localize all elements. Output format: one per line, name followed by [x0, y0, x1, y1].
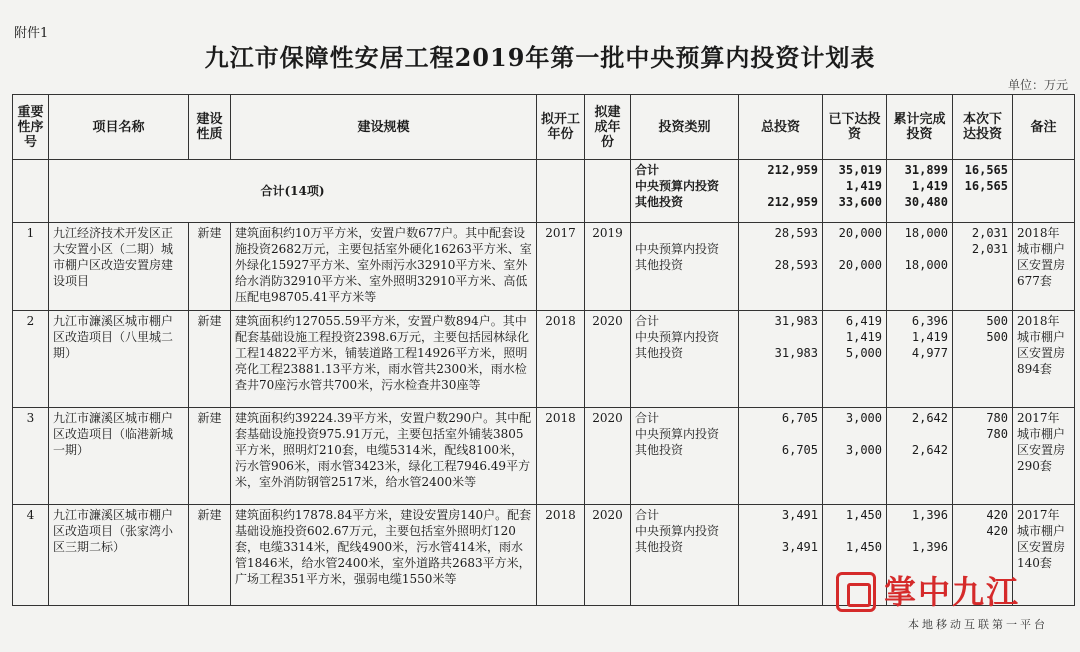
- completed-cell: [887, 222, 953, 311]
- category-label: 其他投资: [635, 443, 684, 458]
- project-nature: 新建: [189, 408, 231, 505]
- value: 30,480: [904, 195, 948, 209]
- value: 6,396: [911, 314, 948, 329]
- brand-logo-icon: [836, 572, 876, 612]
- unit-label: 单位：万元: [1007, 78, 1068, 92]
- brand-tagline: 本地移动互联第一平台: [908, 618, 1048, 631]
- header-cell: 已下达投资: [823, 95, 887, 160]
- value: [827, 523, 882, 539]
- value: [891, 426, 948, 442]
- project-scale: 建筑面积约10万平方米，安置户数677户。其中配套设施投资2682万元，主要包括室外硬化16263平方米、室外绿化15927平方米、室外雨污水32910平方米、室外给水消防32910平方米、室外照明32910平方米、高低压配电98705.41平方米等: [231, 222, 537, 311]
- value: 212,959: [767, 163, 818, 177]
- header-cell: 投资类别: [631, 95, 739, 160]
- value: 2,642: [911, 443, 948, 458]
- header-cell: 重要性序号: [13, 95, 49, 160]
- value: 500: [986, 330, 1008, 345]
- start-year: 2018: [537, 311, 585, 408]
- value: 500: [986, 314, 1008, 329]
- value: 420: [986, 524, 1008, 539]
- start-year: 2018: [537, 505, 585, 606]
- this-issue-cell: [953, 160, 1013, 223]
- project-scale: 建筑面积约127055.59平方米，安置户数894户。其中配套基础设施工程投资2398.6万元，主要包括园林绿化工程14822平方米，铺装道路工程14926平方米，照明亮化工程23881.13平方米，雨水管共2300米，雨水检查井70座污水管共700米，污水检查井30座等: [231, 311, 537, 408]
- table-row: [13, 222, 1075, 311]
- category-label: 合计: [635, 163, 660, 177]
- total-investment-cell: [739, 222, 823, 311]
- category-label: 中央预算内投资: [635, 241, 720, 256]
- remark: 2018年城市棚户区安置房677套: [1013, 222, 1075, 311]
- start-year: 2018: [537, 408, 585, 505]
- this-issue-cell: [953, 408, 1013, 505]
- table-header-row: [13, 95, 1075, 160]
- value: 3,000: [845, 411, 882, 426]
- project-name: 九江经济技术开发区正大安置小区（二期）城市棚户区改造安置房建设项目: [49, 222, 189, 311]
- value: 28,593: [774, 257, 818, 272]
- value: 20,000: [838, 257, 882, 272]
- value: [957, 194, 1008, 210]
- header-cell: 拟开工年份: [537, 95, 585, 160]
- value: [743, 329, 818, 345]
- header-cell: 本次下达投资: [953, 95, 1013, 160]
- row-no: 1: [13, 222, 49, 311]
- total-no-cell: [13, 160, 49, 223]
- value: [827, 426, 882, 442]
- project-scale: 建筑面积约39224.39平方米，安置户数290户。其中配套基础设施投资975.91万元，主要包括室外铺装3805平方米，照明灯210套，电缆5314米，配线8100米，污水管906米，雨水管3423米，绿化工程7946.49平方米，室外消防钢管2517米，给水管2400米等: [231, 408, 537, 505]
- header-cell: 总投资: [739, 95, 823, 160]
- category-label: 其他投资: [635, 540, 684, 555]
- value: 1,419: [911, 179, 948, 193]
- value: 1,419: [845, 179, 882, 193]
- value: 1,419: [911, 330, 948, 345]
- project-nature: 新建: [189, 311, 231, 408]
- value: 3,000: [845, 443, 882, 458]
- category-cell: [631, 505, 739, 606]
- header-cell: 累计完成投资: [887, 95, 953, 160]
- project-nature: 新建: [189, 505, 231, 606]
- value: 31,983: [774, 346, 818, 361]
- value: 31,899: [904, 163, 948, 177]
- category-label: 其他投资: [635, 346, 684, 361]
- row-no: 3: [13, 408, 49, 505]
- project-name: 九江市濂溪区城市棚户区改造项目（八里城二期）: [49, 311, 189, 408]
- issued-cell: [823, 311, 887, 408]
- project-scale: 建筑面积约17878.84平方米，建设安置房140户。配套基础设施投资602.67万元，主要包括室外照明灯120套，电缆3314米，配线4900米，污水管414米，雨水管1846米，给水管2400米，室外道路共2683平方米，广场工程351平方米，强弱电缆1550米等: [231, 505, 537, 606]
- total-investment-cell: [739, 311, 823, 408]
- table-row: [13, 311, 1075, 408]
- end-year: 2019: [585, 222, 631, 311]
- value: 1,396: [911, 508, 948, 523]
- value: 2,031: [971, 225, 1008, 240]
- value: 31,983: [774, 314, 818, 329]
- start-year: 2017: [537, 222, 585, 311]
- issued-cell: [823, 408, 887, 505]
- header-cell: 建设规模: [231, 95, 537, 160]
- remark: 2017年城市棚户区安置房290套: [1013, 408, 1075, 505]
- total-investment-cell: [739, 408, 823, 505]
- category-label: 中央预算内投资: [635, 179, 720, 193]
- header-cell: 拟建成年份: [585, 95, 631, 160]
- category-label: 其他投资: [635, 257, 684, 272]
- header-cell: 备注: [1013, 95, 1075, 160]
- value: 33,600: [838, 195, 882, 209]
- row-no: 2: [13, 311, 49, 408]
- category-label: 合计: [635, 508, 660, 523]
- total-end-cell: [585, 160, 631, 223]
- row-no: 4: [13, 505, 49, 606]
- category-label: 合计: [635, 314, 660, 329]
- total-categories: [631, 160, 739, 223]
- document-title: 九江市保障性安居工程2019年第一批中央预算内投资计划表: [204, 43, 876, 72]
- this-issue-cell: [953, 311, 1013, 408]
- value: 20,000: [838, 225, 882, 240]
- value: 3,491: [781, 540, 818, 555]
- value: 18,000: [904, 257, 948, 272]
- remark: 2017年城市棚户区安置房140套: [1013, 505, 1075, 606]
- value: 780: [986, 411, 1008, 426]
- category-cell: [631, 408, 739, 505]
- value: 212,959: [767, 195, 818, 209]
- value: 5,000: [845, 346, 882, 361]
- value: [891, 523, 948, 539]
- table-row: [13, 408, 1075, 505]
- brand-watermark-logo: [836, 572, 1062, 612]
- value: 6,705: [781, 443, 818, 458]
- issued-cell: [823, 222, 887, 311]
- total-investment-cell: [739, 160, 823, 223]
- value: [743, 426, 818, 442]
- value: [743, 523, 818, 539]
- project-name: 九江市濂溪区城市棚户区改造项目（临港新城一期）: [49, 408, 189, 505]
- value: 1,419: [845, 330, 882, 345]
- value: 1,450: [845, 508, 882, 523]
- end-year: 2020: [585, 311, 631, 408]
- value: 16,565: [964, 163, 1008, 177]
- attachment-label: 附件1: [14, 26, 49, 41]
- investment-plan-table: [12, 94, 1075, 606]
- category-label: 合计: [635, 411, 660, 426]
- end-year: 2020: [585, 408, 631, 505]
- completed-cell: [887, 160, 953, 223]
- value: 28,593: [774, 225, 818, 240]
- value: 6,705: [781, 411, 818, 426]
- total-label: 合计(14项): [49, 160, 537, 223]
- header-cell: 建设性质: [189, 95, 231, 160]
- end-year: 2020: [585, 505, 631, 606]
- total-investment-cell: [739, 505, 823, 606]
- value: 16,565: [964, 179, 1008, 193]
- category-label: 中央预算内投资: [635, 524, 720, 539]
- value: 780: [986, 427, 1008, 442]
- category-label: 其他投资: [635, 195, 684, 209]
- value: 2,031: [971, 241, 1008, 256]
- value: 1,450: [845, 540, 882, 555]
- value: 3,491: [781, 508, 818, 523]
- value: 4,977: [911, 346, 948, 361]
- total-remark-cell: [1013, 160, 1075, 223]
- value: 18,000: [904, 225, 948, 240]
- category-cell: [631, 311, 739, 408]
- category-label: 中央预算内投资: [635, 330, 720, 345]
- project-name: 九江市濂溪区城市棚户区改造项目（张家湾小区三期二标）: [49, 505, 189, 606]
- total-row: [13, 160, 1075, 223]
- brand-name: 掌中九江: [884, 573, 1021, 611]
- completed-cell: [887, 408, 953, 505]
- project-nature: 新建: [189, 222, 231, 311]
- this-issue-cell: [953, 222, 1013, 311]
- value: 6,419: [845, 314, 882, 329]
- header-cell: 项目名称: [49, 95, 189, 160]
- value: [743, 178, 818, 194]
- total-start-cell: [537, 160, 585, 223]
- completed-cell: [887, 311, 953, 408]
- value: 1,396: [911, 540, 948, 555]
- value: 2,642: [911, 411, 948, 426]
- category-label: 中央预算内投资: [635, 427, 720, 442]
- value: 420: [986, 508, 1008, 523]
- category-cell: [631, 222, 739, 311]
- value: 35,019: [838, 163, 882, 177]
- remark: 2018年城市棚户区安置房894套: [1013, 311, 1075, 408]
- issued-cell: [823, 160, 887, 223]
